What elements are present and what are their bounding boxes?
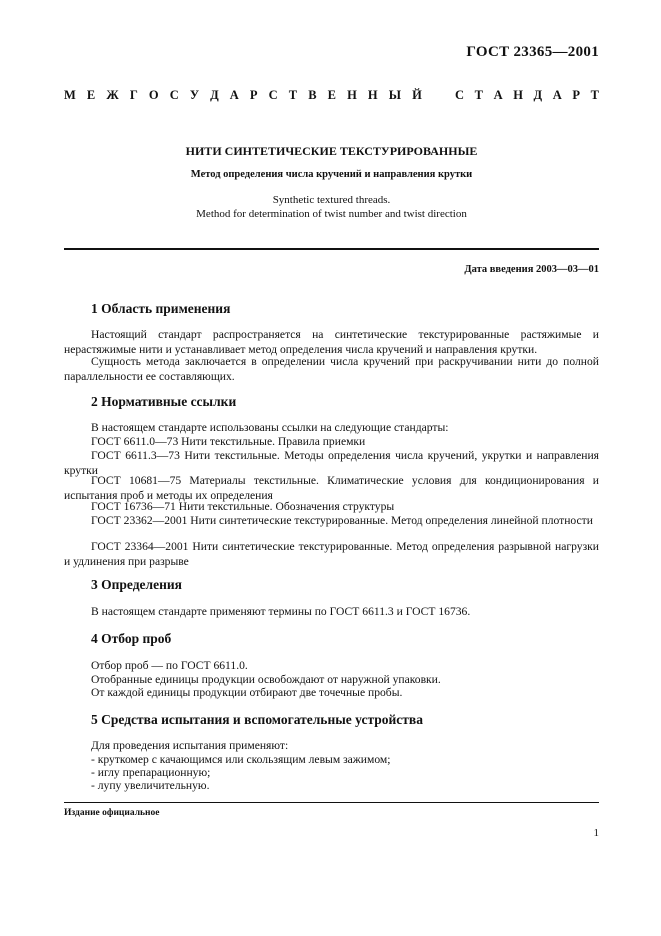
english-title-line-2: Method for determination of twist number and twist direction: [196, 208, 467, 220]
section-heading-3: 3 Определения: [91, 577, 182, 592]
standard-type-heading: [64, 88, 599, 103]
header-rule: [64, 248, 599, 250]
standard-type-word-1: М Е Ж Г О С У Д А Р С Т В Е Н Н Ы Й: [64, 88, 422, 102]
list-item: - лупу увеличительную.: [91, 779, 210, 792]
section-heading-1: 1 Область применения: [91, 301, 231, 316]
section-heading-2: 2 Нормативные ссылки: [91, 394, 237, 409]
section-heading-5: 5 Средства испытания и вспомогательные устройства: [91, 712, 423, 727]
english-title-line-1: Synthetic textured threads.: [272, 194, 391, 206]
document-title: НИТИ СИНТЕТИЧЕСКИЕ ТЕКСТУРИРОВАННЫЕ: [185, 144, 478, 158]
reference-item: ГОСТ 23364—2001 Нити синтетические текстурированные. Метод определения разрывной нагрузки и удлинения при разрыве: [64, 540, 599, 568]
paragraph: Настоящий стандарт распространяется на синтетические текстурированные растяжимые и нерастяжимые нити и устанавливает метод определения числа кручений и направления крутки.: [64, 328, 599, 356]
reference-item: ГОСТ 23362—2001 Нити синтетические текстурированные. Метод определения линейной плотности: [91, 514, 593, 527]
paragraph: Для проведения испытания применяют:: [91, 739, 289, 752]
reference-item: ГОСТ 6611.0—73 Нити текстильные. Правила приемки: [91, 435, 366, 448]
paragraph: Отбор проб — по ГОСТ 6611.0.: [91, 659, 248, 672]
edition-label: Издание официальное: [64, 808, 160, 818]
reference-item: ГОСТ 16736—71 Нити текстильные. Обозначения структуры: [91, 500, 395, 513]
page-number: 1: [593, 827, 599, 839]
paragraph: Отобранные единицы продукции освобождают от наружной упаковки.: [91, 673, 441, 686]
paragraph: В настоящем стандарте применяют термины по ГОСТ 6611.3 и ГОСТ 16736.: [91, 605, 471, 618]
english-title: [64, 193, 599, 221]
list-item: - круткомер с качающимся или скользящим левым зажимом;: [91, 753, 391, 766]
footer-rule: [64, 802, 599, 803]
paragraph: Сущность метода заключается в определении числа кручений при раскручивании нити до полной параллельности ее составляющих.: [64, 355, 599, 383]
paragraph: От каждой единицы продукции отбирают две точечные пробы.: [91, 686, 403, 699]
standard-type-word-2: С Т А Н Д А Р Т: [455, 88, 599, 102]
document-code: ГОСТ 23365—2001: [466, 44, 599, 60]
reference-item: ГОСТ 10681—75 Материалы текстильные. Климатические условия для кондиционирования и испытания проб и методы их определения: [64, 474, 599, 502]
paragraph: В настоящем стандарте использованы ссылки на следующие стандарты:: [91, 421, 449, 434]
reference-item: ГОСТ 6611.3—73 Нити текстильные. Методы определения числа кручений, укрутки и направления крутки: [64, 449, 599, 477]
document-subtitle: Метод определения числа кручений и направления крутки: [190, 169, 473, 180]
section-heading-4: 4 Отбор проб: [91, 631, 172, 646]
list-item: - иглу препарационную;: [91, 766, 211, 779]
introduction-date: Дата введения 2003—03—01: [464, 264, 599, 275]
